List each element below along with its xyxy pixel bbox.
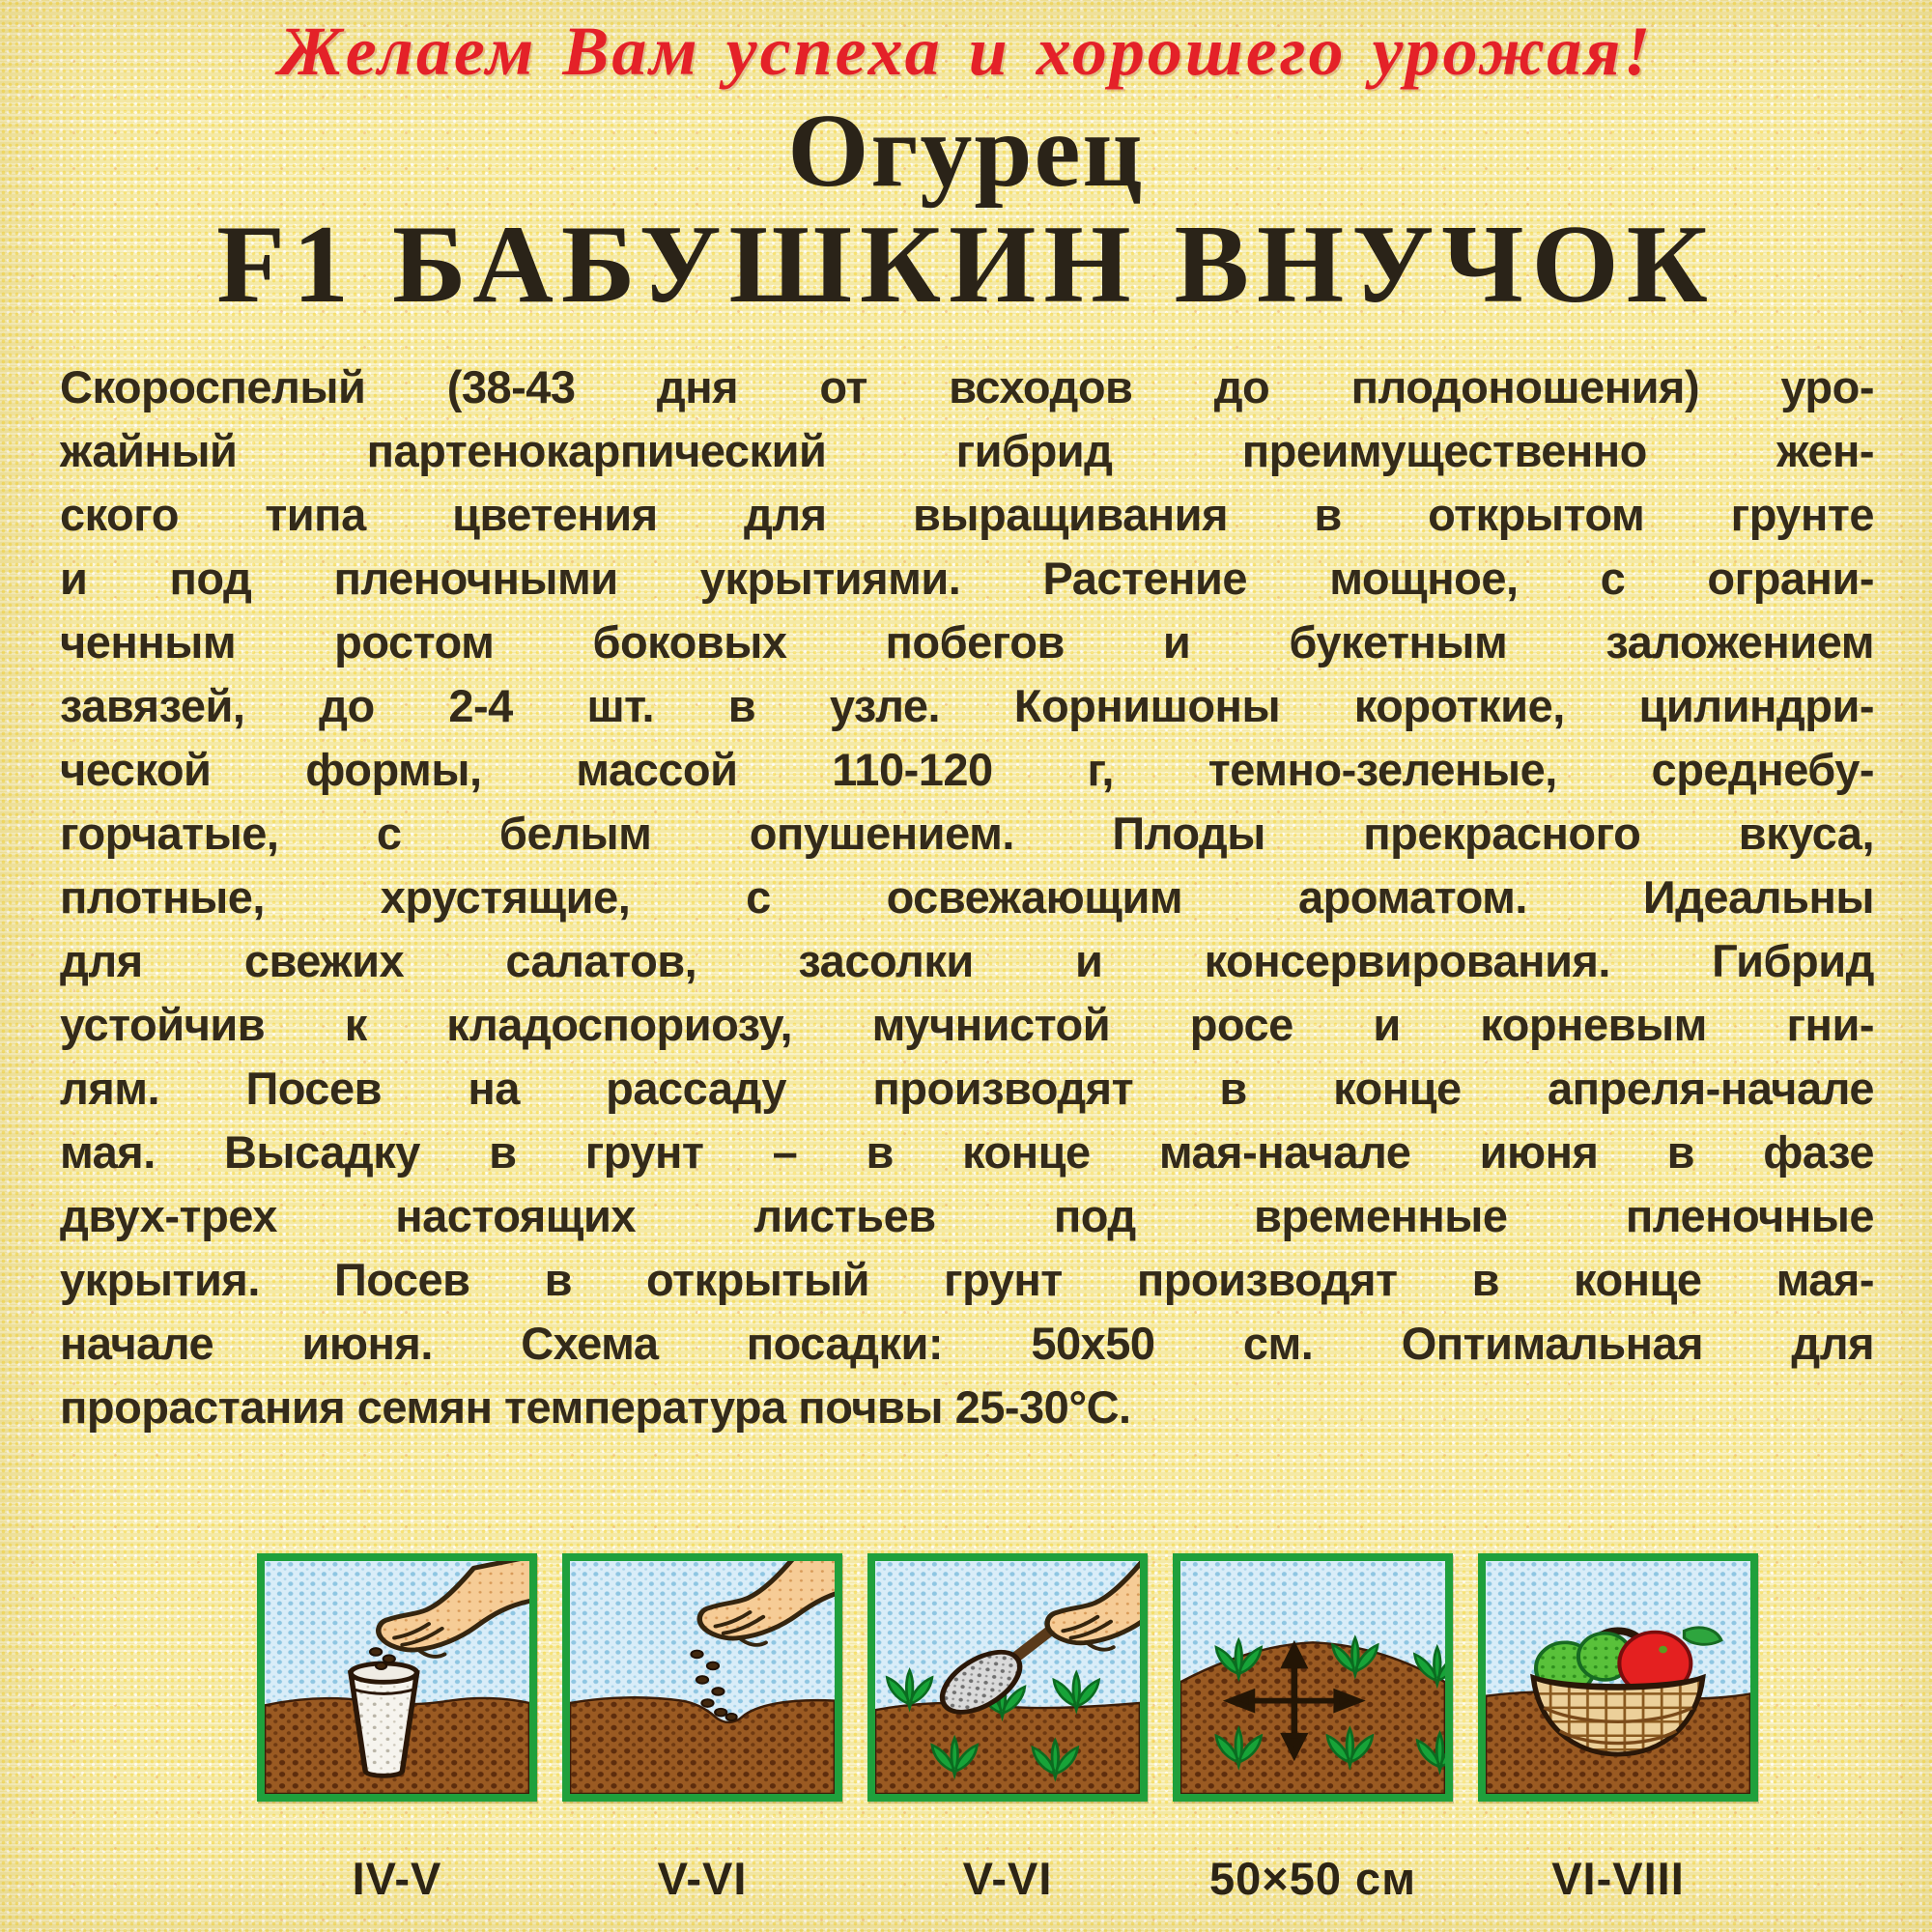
pictogram-label-spacing: 50×50 см xyxy=(1209,1853,1416,1904)
description-line: лям. Посев на рассаду производят в конце апреля-начале xyxy=(60,1063,1874,1114)
variety-title: F1 БАБУШКИН ВНУЧОК xyxy=(216,203,1716,327)
description-line: горчатые, с белым опушением. Плоды прекрасного вкуса, xyxy=(60,808,1874,859)
description-line: ческой формы, массой 110-120 г, темно-зеленые, среднебу- xyxy=(60,744,1874,795)
description-line: Скороспелый (38-43 дня от всходов до плодоношения) уро- xyxy=(60,361,1874,412)
description-line: ченным ростом боковых побегов и букетным заложением xyxy=(60,616,1874,668)
description-line: прорастания семян температура почвы 25-30°С. xyxy=(60,1381,1131,1433)
description-text xyxy=(60,355,1874,1439)
description-line: начале июня. Схема посадки: 50х50 см. Оптимальная для xyxy=(60,1318,1874,1369)
slogan: Желаем Вам успеха и хорошего урожая! xyxy=(278,13,1654,90)
pictogram-row xyxy=(257,1553,1932,1802)
description-line: устойчив к кладоспориозу, мучнистой росе и корневым гни- xyxy=(60,999,1874,1050)
description-line: и под пленочными укрытиями. Растение мощное, с ограни- xyxy=(60,553,1874,604)
pictogram-label-harvest: VI-VIII xyxy=(1551,1853,1685,1904)
pictogram-label-sow-pot: IV-V xyxy=(352,1853,442,1904)
description-line: жайный партенокарпический гибрид преимущественно жен- xyxy=(60,425,1874,476)
description-line: укрытия. Посев в открытый грунт производят в конце мая- xyxy=(60,1254,1874,1305)
plant-spacing-icon xyxy=(1173,1553,1453,1802)
description-line: мая. Высадку в грунт – в конце мая-начале июня в фазе xyxy=(60,1126,1874,1178)
pictogram-label-plant: V-VI xyxy=(962,1853,1053,1904)
sow-seeds-into-pot-icon xyxy=(257,1553,537,1802)
description-line: двух-трех настоящих листьев под временные пленочные xyxy=(60,1190,1874,1241)
pictogram-label-sow-ground: V-VI xyxy=(657,1853,748,1904)
description-line: завязей, до 2-4 шт. в узле. Корнишоны короткие, цилиндри- xyxy=(60,680,1874,731)
harvest-basket-icon xyxy=(1478,1553,1758,1802)
description-line: ского типа цветения для выращивания в открытом грунте xyxy=(60,489,1874,540)
sow-seeds-into-ground-icon xyxy=(562,1553,842,1802)
plant-seedling-trowel-icon xyxy=(867,1553,1148,1802)
crop-title: Огурец xyxy=(787,94,1145,209)
description-line: плотные, хрустящие, с освежающим ароматом. Идеальны xyxy=(60,871,1874,923)
pictogram-labels xyxy=(257,1852,1932,1905)
description-line: для свежих салатов, засолки и консервирования. Гибрид xyxy=(60,935,1874,986)
